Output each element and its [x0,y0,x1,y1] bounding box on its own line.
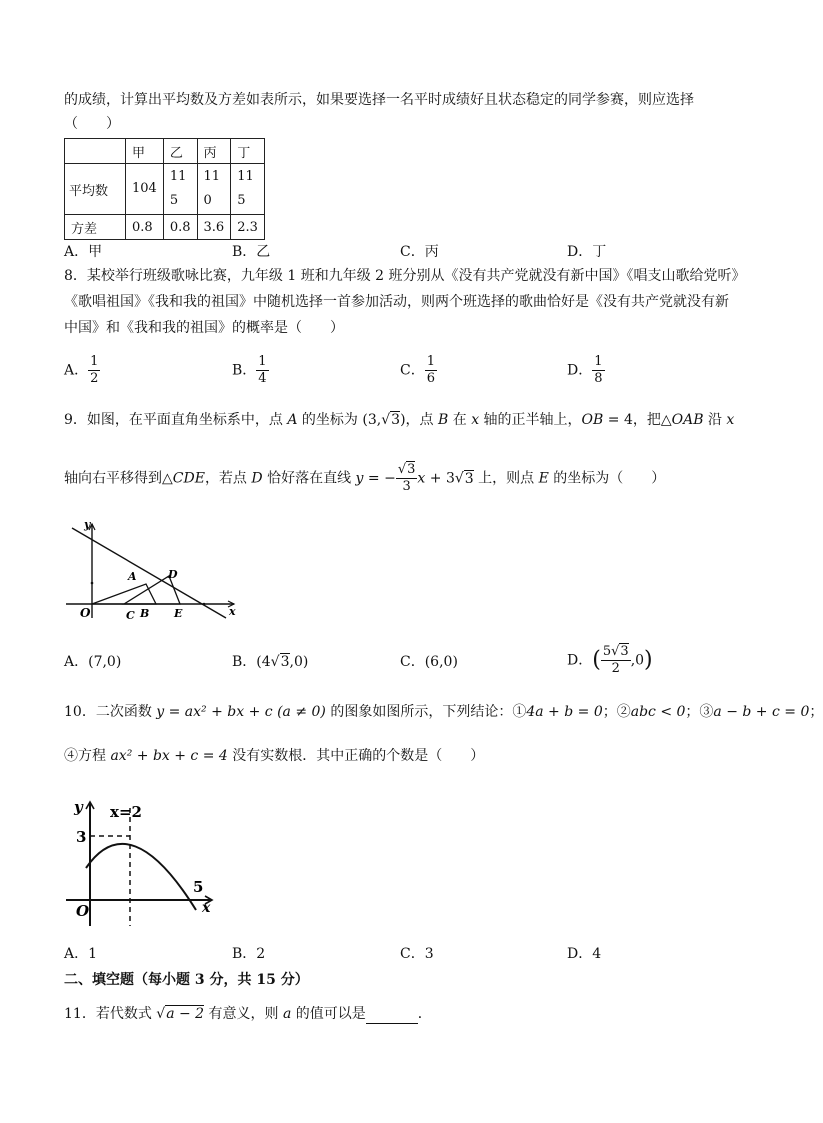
section-title: 二、填空题（每小题 3 分，共 15 分） [64,972,309,988]
text: 的坐标为 [297,412,363,428]
radicand: 3 [620,644,629,659]
table-cell: 0.8 [163,215,197,240]
q8-option-a [64,354,100,387]
radicand: 3 [407,462,416,477]
table-cell [65,139,126,164]
triangle-oab [92,584,156,604]
q8-option-d [567,354,605,387]
text: ④方程 [64,748,111,764]
q8-option-b [232,354,269,387]
text: 的图象如图所示，下列结论：① [325,704,527,720]
table-header: 丙 [197,139,231,164]
numerator: √3 [397,462,416,477]
label-e: E [174,607,183,620]
q9-option-b: B．(4√3,0) [232,654,309,670]
text: 10．二次函数 [64,704,157,720]
table-header: 甲 [126,139,164,164]
table-cell [231,164,265,215]
text: 轴向右平移得到△ [64,470,173,487]
label-b: B [140,607,150,620]
text: 5 [602,644,612,659]
numerator: 1 [90,354,99,369]
var-a: A [287,412,298,428]
equation: ax² + bx + c = 4 [110,748,228,764]
q7-text-line2: （ ） [64,116,120,132]
q10-text-line1 [64,702,823,722]
text: 的值可以是 [291,1006,366,1022]
table-cell: 2.3 [231,215,265,240]
text: ) [400,412,406,428]
label-y: y [74,798,83,816]
q9-text-line1: 9．如图，在平面直角坐标系中，点 A 的坐标为 (3,√3)，点 B 在 x 轴的正半轴上，OB = 4，把△OAB 沿 x [64,412,735,428]
table-cell [163,164,197,215]
denominator: 2 [611,661,620,676]
option-label: A． [64,362,89,379]
text: ；② [602,704,631,720]
text: 的坐标为（ ） [548,470,666,487]
text: ； [809,704,823,720]
text: = 4，把△ [603,412,672,428]
label-x: x [202,900,211,916]
option-label: B． [232,362,257,379]
table-row [65,164,265,215]
text: ,0) [289,654,309,670]
text: 9．如图，在平面直角坐标系中，点 [64,412,288,428]
text: 11．若代数式 [64,1006,157,1022]
q9-option-a: A．(7,0) [64,654,122,670]
text: ；③ [685,704,714,720]
cell-val: 0 [203,193,212,208]
q7-stats-table [64,138,265,240]
var-oab: OAB [671,412,704,428]
fraction [88,354,100,387]
text: 上，则点 [473,470,539,487]
q10-option-d: D．4 [567,946,602,962]
label-d: D [168,568,178,581]
q11-text: 11．若代数式 √a − 2 有意义，则 a 的值可以是 ． [64,1006,432,1022]
text: 轴的正半轴上， [479,412,582,428]
fraction [601,644,631,677]
denominator: 4 [258,371,267,386]
q8-text-line3: 中国》和《我和我的祖国》的概率是（ ） [64,320,344,336]
var-x: x [726,412,735,428]
q10-option-a: A．1 [64,946,98,962]
var-label: 方差 [65,215,126,240]
q7-option-d: D．丁 [567,244,607,260]
q8-option-c [400,354,437,387]
fraction [592,354,604,387]
q7-option-c: C．丙 [400,244,439,260]
text: 在 [448,412,472,428]
text: (3, [362,412,382,428]
var-x: x [417,470,426,487]
q7-text-line1: 的成绩，计算出平均数及方差如表所示，如果要选择一名平时成绩好且状态稳定的同学参赛，则应选择 [64,92,694,108]
var-b: B [437,412,449,428]
table-row [65,215,265,240]
text: ,0 [630,652,645,669]
var-cde: CDE [172,470,205,487]
numerator: 1 [258,354,267,369]
var-ob: OB [581,412,604,428]
q9-coordinate-figure [62,516,242,624]
answer-blank[interactable] [366,1009,418,1024]
denominator: 2 [90,371,99,386]
q9-text-line2: 轴向右平移得到△CDE，若点 D 恰好落在直线 y = − $\frac{√3}{3}$ x + 3√3 上，则点 E 的坐标为（ ） [64,462,666,494]
avg-label-text: 平均数 [69,183,109,199]
q10-option-b: B．2 [232,946,266,962]
q8-text-line1: 8．某校举行班级歌咏比赛，九年级 1 班和九年级 2 班分别从《没有共产党就没有新中国》《唱支山歌给党听》 [64,268,746,284]
table-header: 乙 [163,139,197,164]
radicand: 3 [391,412,401,428]
q10-parabola-figure [62,796,222,932]
label-o: O [76,902,90,920]
fraction [256,354,268,387]
q10-text-line2 [64,746,484,766]
table-cell [197,164,231,215]
fraction [396,462,418,495]
denominator: 3 [402,479,411,494]
text: 恰好落在直线 [262,470,356,487]
conclusion-2: abc < 0 [630,704,686,720]
conclusion-3: a − b + c = 0 [713,704,810,720]
fraction [425,354,437,387]
table-cell [126,164,164,215]
q9-option-c: C．(6,0) [400,654,458,670]
text: + 3 [425,470,455,487]
text: ． [417,1006,432,1022]
tick-dot [91,582,94,585]
cell-val: 5 [169,193,179,208]
q10-option-c: C．3 [400,946,434,962]
radicand: 3 [280,654,290,670]
option-label: C． [400,362,425,379]
cell-val: 104 [132,181,157,196]
text: 没有实数根．其中正确的个数是（ ） [227,748,485,764]
label-y: y [84,518,91,531]
q7-option-b: B．乙 [232,244,271,260]
var-x: x [471,412,480,428]
var-d: D [251,470,263,487]
var-y: y [355,470,364,487]
option-label: D． [567,362,593,379]
text: = − [363,470,396,487]
conclusion-1: 4a + b = 0 [526,704,603,720]
text: 有意义，则 [204,1006,283,1022]
var-e: E [538,470,549,487]
numerator: 1 [426,354,435,369]
label-x: x [229,605,236,618]
tick-dot [203,603,206,606]
var-a: a [282,1006,292,1022]
numerator: 5√3 [602,644,629,659]
text: B．(4 [232,654,271,670]
text: D． [567,652,593,669]
label-a: A [128,570,137,583]
expression: y = ax² + bx + c (a ≠ 0) [156,704,326,720]
q7-option-a: A．甲 [64,244,103,260]
radicand: a − 2 [166,1006,205,1022]
table-row [65,139,265,164]
text: ，若点 [204,470,252,487]
denominator: 6 [426,371,435,386]
table-cell: 3.6 [197,215,231,240]
avg-label [65,164,126,215]
q9-option-d: D．( $\frac{5√3}{2}$ ,0) [567,644,653,676]
text: 沿 [703,412,727,428]
label-five: 5 [193,878,204,896]
cell-val: 11 [169,169,187,184]
label-c: C [126,609,135,622]
cell-val: 11 [237,169,254,184]
denominator: 8 [594,371,603,386]
label-axis: x=2 [110,803,142,821]
label-three: 3 [76,828,87,846]
cell-val: 11 [203,169,221,184]
table-header: 丁 [231,139,265,164]
q8-text-line2: 《歌唱祖国》《我和我的祖国》中随机选择一首参加活动，则两个班选择的歌曲恰好是《没有共产党就没有新 [64,294,729,310]
text: ，点 [405,412,438,428]
radicand: 3 [464,470,474,487]
cell-val: 5 [237,193,246,208]
table-cell: 0.8 [126,215,164,240]
numerator: 1 [594,354,603,369]
label-o: O [80,606,91,620]
